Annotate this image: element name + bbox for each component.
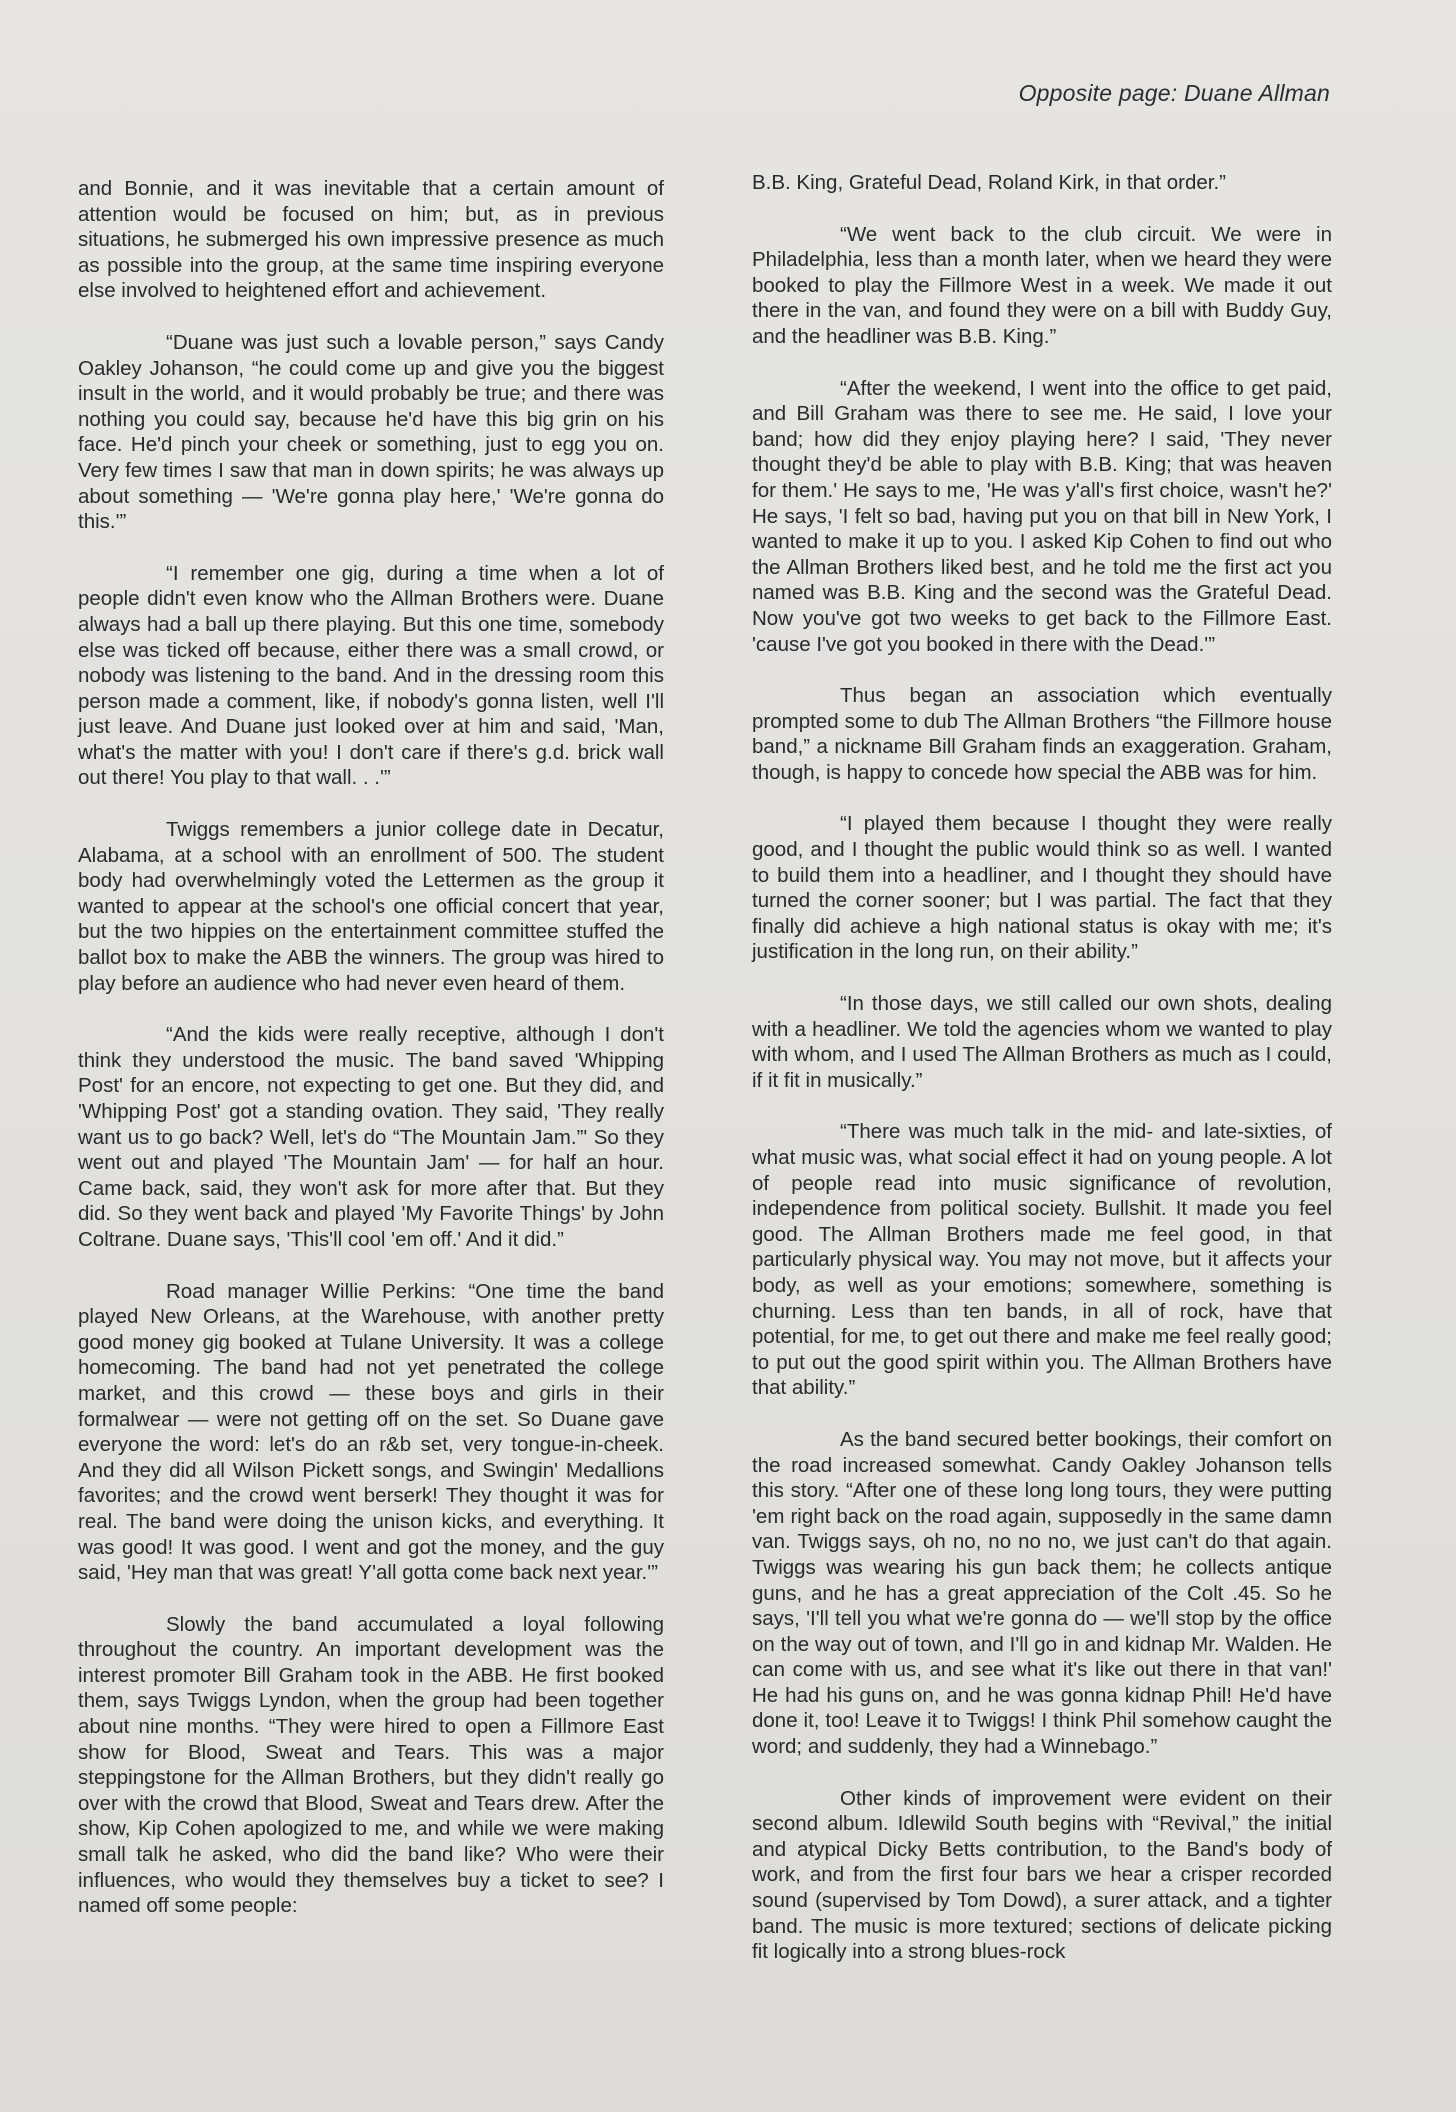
paragraph: Twiggs remembers a junior college date in Decatur, Alabama, at a school with an enrollment of 500. The student body had overwhelmingly voted the Lettermen as the group it wanted to appear at the school's one official concert that year, but the two hippies on the entertainment committee stuffed the ballot box to make the ABB the winners. The group was hired to play before an audience who had never even heard of them. <box>78 818 664 995</box>
paragraph: Road manager Willie Perkins: “One time the band played New Orleans, at the Warehouse, with another pretty good money gig booked at Tulane University. It was a college homecoming. The band had not yet penetrated the college market, and this crowd — these boys and girls in their formalwear — were not getting off on the set. So Duane gave everyone the word: let's do an r&b set, very tongue-in-cheek. And they did all Wilson Pickett songs, and Swingin' Medallions favorites; and the crowd went berserk! They thought it was for real. The band were doing the unison kicks, and everything. It was good! It was good. I went and got the money, and the guy said, 'Hey man that was great! Y'all gotta come back next year.'” <box>78 1279 664 1585</box>
paragraph: “And the kids were really receptive, although I don't think they understood the music. The band saved 'Whipping Post' for an encore, not expecting to get one. But they did, and 'Whipping Post' got a standing ovation. They said, 'They really want us to go back? Well, let's do “The Mountain Jam.”' So they went out and played 'The Mountain Jam' — for half an hour. Came back, said, they won't ask for more after that. But they did. So they went back and played 'My Favorite Things' by John Coltrane. Duane says, 'This'll cool 'em off.' And it did.” <box>78 1023 664 1251</box>
right-column <box>752 170 1332 1991</box>
paragraph: Slowly the band accumulated a loyal following throughout the country. An important development was the interest promoter Bill Graham took in the ABB. He first booked them, says Twiggs Lyndon, when the group had been together about nine months. “They were hired to open a Fillmore East show for Blood, Sweat and Tears. This was a major steppingstone for the Allman Brothers, but they didn't really go over with the crowd that Blood, Sweat and Tears drew. After the show, Kip Cohen apologized to me, and while we were making small talk he asked, who did the band like? Who were their influences, who would they themselves buy a ticket to see? I named off some people: <box>78 1612 664 1918</box>
paragraph: B.B. King, Grateful Dead, Roland Kirk, in that order.” <box>752 171 1227 194</box>
paragraph: “In those days, we still called our own shots, dealing with a headliner. We told the agencies whom we wanted to play with whom, and I used The Allman Brothers as much as I could, if it fit in musically.” <box>752 992 1332 1092</box>
paragraph: “Duane was just such a lovable person,” says Candy Oakley Johanson, “he could come up and give you the biggest insult in the world, and it would probably be true; and there was nothing you could say, because he'd have this big grin on his face. He'd pinch your cheek or something, just to egg you on. Very few times I saw that man in down spirits; he was always up about something — 'We're gonna play here,' 'We're gonna do this.'” <box>78 330 664 534</box>
left-column <box>78 176 664 1945</box>
paragraph: “I remember one gig, during a time when a lot of people didn't even know who the Allman Brothers were. Duane always had a ball up there playing. But this one time, somebody else was ticked off because, either there was a small crowd, or nobody was listening to the band. And in the dressing room this person made a comment, like, if nobody's gonna listen, well I'll just leave. And Duane just looked over at him and said, 'Man, what's the matter with you! I don't care if there's g.d. brick wall out there! You play to that wall. . .'” <box>78 561 664 790</box>
paragraph: As the band secured better bookings, their comfort on the road increased somewhat. Candy Oakley Johanson tells this story. “After one of these long long tours, they were putting 'em right back on the road again, supposedly in the same damn van. Twiggs says, oh no, no no no, we just can't do that again. Twiggs was wearing his gun back them; he collects antique guns, and he has a great appreciation of the Colt .45. So he says, 'I'll tell you what we're gonna do — we'll stop by the office on the way out of town, and I'll go in and kidnap Mr. Walden. He can come with us, and see what it's like out there in that van!' He had his guns on, and he was gonna kidnap Phil! He'd have done it, too! Leave it to Twiggs! I think Phil somehow caught the word; and suddenly, they had a Winnebago.” <box>752 1427 1332 1759</box>
paragraph: “After the weekend, I went into the office to get paid, and Bill Graham was there to see me. He said, I love your band; how did they enjoy playing here? I said, 'They never thought they'd be able to play with B.B. King; that was heaven for them.' He says to me, 'He was y'all's first choice, wasn't he?' He says, 'I felt so bad, having put you on that bill in New York, I wanted to make it up to you. I asked Kip Cohen to find out who the Allman Brothers liked best, and he told me the first act you named was B.B. King and the second was the Grateful Dead. Now you've got two weeks to get back to the Fillmore East. 'cause I've got you booked in there with the Dead.'” <box>752 376 1332 656</box>
paragraph: “We went back to the club circuit. We were in Philadelphia, less than a month later, when we heard they were booked to play the Fillmore West in a week. We made it out there in the van, and found they were on a bill with Buddy Guy, and the headliner was B.B. King.” <box>752 222 1332 348</box>
paragraph: and Bonnie, and it was inevitable that a certain amount of attention would be focused on him; but, as in previous situations, he submerged his own impressive presence as much as possible into the group, at the same time inspiring everyone else involved to heightened effort and achievement. <box>78 177 664 303</box>
paragraph: Thus began an association which eventually prompted some to dub The Allman Brothers “the Fillmore house band,” a nickname Bill Graham finds an exaggeration. Graham, though, is happy to concede how special the ABB was for him. <box>752 684 1332 784</box>
photo-caption: Opposite page: Duane Allman <box>1018 80 1330 106</box>
paragraph: “I played them because I thought they were really good, and I thought the public would think so as well. I wanted to build them into a headliner, and I thought they should have turned the corner sooner; but I was partial. The fact that they finally did achieve a high national status is okay with me; it's justification in the long run, on their ability.” <box>752 812 1332 964</box>
paragraph: Other kinds of improvement were evident on their second album. Idlewild South begins with “Revival,” the initial and atypical Dicky Betts contribution, to the Band's body of work, and from the first four bars we hear a crisper recorded sound (supervised by Tom Dowd), a surer attack, and a tighter band. The music is more textured; sections of delicate picking fit logically into a strong blues-rock <box>752 1786 1332 1964</box>
paragraph: “There was much talk in the mid- and late-sixties, of what music was, what social effect it had on young people. A lot of people read into music significance of revolution, independence from political society. Bullshit. It made you feel good. The Allman Brothers made me feel good, in that particularly physical way. You may not move, but it affects your body, as well as your emotions; somewhere, something is churning. Less than ten bands, in all of rock, have that potential, for me, to get out there and make me feel really good; to put out the good spirit within you. The Allman Brothers have that ability.” <box>752 1120 1332 1400</box>
